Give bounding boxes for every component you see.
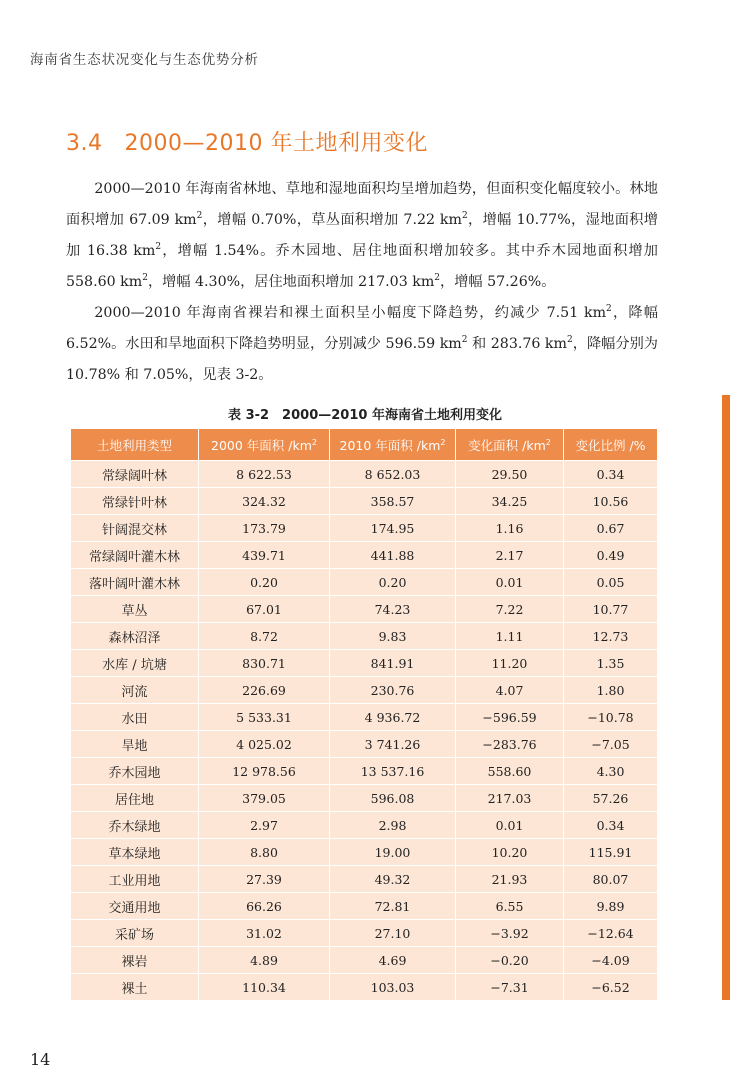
cell-value: 379.05 (199, 785, 330, 812)
cell-value: −3.92 (456, 920, 564, 947)
cell-value: 596.08 (330, 785, 456, 812)
table-row (71, 461, 658, 488)
section-heading: 2000—2010 年土地利用变化 (124, 131, 428, 156)
cell-value: 441.88 (330, 542, 456, 569)
table-row (71, 893, 658, 920)
table-row (71, 515, 658, 542)
table-header-row (71, 429, 658, 461)
cell-value: −283.76 (456, 731, 564, 758)
cell-land-type: 居住地 (71, 785, 199, 812)
table-row (71, 704, 658, 731)
cell-value: 57.26 (564, 785, 658, 812)
header-area-2010: 2010 年面积 $/km^2$ (330, 429, 456, 461)
cell-value: 0.01 (456, 812, 564, 839)
cell-value: 1.16 (456, 515, 564, 542)
cell-land-type: 河流 (71, 677, 199, 704)
cell-value: 439.71 (199, 542, 330, 569)
cell-value: 27.10 (330, 920, 456, 947)
header-area-change: 变化面积 $/km^2$ (456, 429, 564, 461)
cell-value: 67.01 (199, 596, 330, 623)
cell-value: 0.34 (564, 461, 658, 488)
cell-value: 72.81 (330, 893, 456, 920)
cell-value: 7.22 (456, 596, 564, 623)
cell-land-type: 常绿针叶林 (71, 488, 199, 515)
cell-value: 10.77 (564, 596, 658, 623)
cell-land-type: 旱地 (71, 731, 199, 758)
cell-value: 0.20 (199, 569, 330, 596)
cell-value: 226.69 (199, 677, 330, 704)
cell-value: 0.05 (564, 569, 658, 596)
table-row (71, 785, 658, 812)
table-row (71, 677, 658, 704)
cell-value: 11.20 (456, 650, 564, 677)
cell-value: 1.80 (564, 677, 658, 704)
cell-value: 4 025.02 (199, 731, 330, 758)
cell-land-type: 常绿阔叶灌木林 (71, 542, 199, 569)
table-row (71, 839, 658, 866)
cell-land-type: 采矿场 (71, 920, 199, 947)
table-row (71, 866, 658, 893)
cell-value: 324.32 (199, 488, 330, 515)
cell-value: −4.09 (564, 947, 658, 974)
table-row (71, 974, 658, 1001)
cell-value: 841.91 (330, 650, 456, 677)
cell-value: −12.64 (564, 920, 658, 947)
cell-value: 19.00 (330, 839, 456, 866)
cell-value: 2.98 (330, 812, 456, 839)
cell-value: 830.71 (199, 650, 330, 677)
table-row (71, 569, 658, 596)
cell-value: 10.56 (564, 488, 658, 515)
cell-value: 31.02 (199, 920, 330, 947)
paragraph-1: 2000—2010 年海南省林地、草地和湿地面积均呈增加趋势，但面积变化幅度较小。林地面积增加 67.09 $km^2$，增幅 0.70%，草丛面积增加 7.22 $km^2$，增幅 10.77%，湿地面积增加 16.38 $km^2$，增幅 1.54%。乔木园地、居住地面积增加较多。其中乔木园地面积增加 558.60 $km^2$，增幅 4.30%，居住地面积增加 217.03 $km^2$，增幅 57.26%。 (66, 181, 658, 290)
cell-value: 6.55 (456, 893, 564, 920)
header-change-ratio: 变化比例 /% (564, 429, 658, 461)
cell-land-type: 针阔混交林 (71, 515, 199, 542)
cell-value: 8.72 (199, 623, 330, 650)
cell-value: 4.89 (199, 947, 330, 974)
table-row (71, 542, 658, 569)
cell-value: 230.76 (330, 677, 456, 704)
cell-value: 49.32 (330, 866, 456, 893)
cell-land-type: 乔木绿地 (71, 812, 199, 839)
table-row (71, 596, 658, 623)
cell-value: 8 622.53 (199, 461, 330, 488)
cell-value: 2.17 (456, 542, 564, 569)
cell-value: 66.26 (199, 893, 330, 920)
section-title (66, 126, 428, 157)
cell-value: 4.07 (456, 677, 564, 704)
cell-value: −0.20 (456, 947, 564, 974)
cell-land-type: 落叶阔叶灌木林 (71, 569, 199, 596)
table-row (71, 488, 658, 515)
cell-land-type: 常绿阔叶林 (71, 461, 199, 488)
cell-value: 0.34 (564, 812, 658, 839)
table-row (71, 920, 658, 947)
cell-value: −596.59 (456, 704, 564, 731)
cell-value: 9.89 (564, 893, 658, 920)
cell-value: 9.83 (330, 623, 456, 650)
cell-land-type: 裸土 (71, 974, 199, 1001)
header-area-2000: 2000 年面积 $/km^2$ (199, 429, 330, 461)
cell-value: 80.07 (564, 866, 658, 893)
table-row (71, 623, 658, 650)
cell-land-type: 森林沼泽 (71, 623, 199, 650)
table-caption: 表 3-2 2000—2010 年海南省土地利用变化 (228, 408, 502, 423)
cell-value: 358.57 (330, 488, 456, 515)
cell-value: 4.69 (330, 947, 456, 974)
cell-value: 8 652.03 (330, 461, 456, 488)
cell-value: −7.05 (564, 731, 658, 758)
cell-value: 2.97 (199, 812, 330, 839)
cell-value: 0.67 (564, 515, 658, 542)
cell-value: 0.01 (456, 569, 564, 596)
cell-land-type: 水库 / 坑塘 (71, 650, 199, 677)
cell-land-type: 裸岩 (71, 947, 199, 974)
cell-value: 4.30 (564, 758, 658, 785)
header-land-type: 土地利用类型 (71, 429, 199, 461)
paragraph-2: 2000—2010 年海南省裸岩和裸土面积呈小幅度下降趋势，约减少 7.51 $km^2$，降幅 6.52%。水田和旱地面积下降趋势明显，分别减少 596.59 $km^2$ 和 283.76 $km^2$，降幅分别为 10.78% 和 7.05%，见表 3-2。 (66, 304, 658, 383)
cell-value: 10.20 (456, 839, 564, 866)
cell-value: 1.11 (456, 623, 564, 650)
cell-value: 8.80 (199, 839, 330, 866)
land-use-table (70, 428, 657, 1001)
cell-value: −6.52 (564, 974, 658, 1001)
table-row (71, 731, 658, 758)
cell-value: 3 741.26 (330, 731, 456, 758)
cell-value: 115.91 (564, 839, 658, 866)
cell-value: 0.49 (564, 542, 658, 569)
cell-value: 13 537.16 (330, 758, 456, 785)
cell-value: 5 533.31 (199, 704, 330, 731)
cell-value: −7.31 (456, 974, 564, 1001)
cell-value: −10.78 (564, 704, 658, 731)
cell-value: 1.35 (564, 650, 658, 677)
cell-land-type: 草丛 (71, 596, 199, 623)
cell-value: 103.03 (330, 974, 456, 1001)
accent-side-bar (722, 395, 730, 1000)
page-number: 14 (30, 1050, 51, 1069)
cell-value: 4 936.72 (330, 704, 456, 731)
cell-land-type: 草本绿地 (71, 839, 199, 866)
cell-land-type: 水田 (71, 704, 199, 731)
table-row (71, 650, 658, 677)
cell-land-type: 交通用地 (71, 893, 199, 920)
cell-value: 34.25 (456, 488, 564, 515)
cell-land-type: 工业用地 (71, 866, 199, 893)
cell-value: 29.50 (456, 461, 564, 488)
cell-land-type: 乔木园地 (71, 758, 199, 785)
cell-value: 27.39 (199, 866, 330, 893)
table-row (71, 758, 658, 785)
cell-value: 110.34 (199, 974, 330, 1001)
cell-value: 74.23 (330, 596, 456, 623)
cell-value: 21.93 (456, 866, 564, 893)
cell-value: 558.60 (456, 758, 564, 785)
table-row (71, 947, 658, 974)
cell-value: 0.20 (330, 569, 456, 596)
cell-value: 12.73 (564, 623, 658, 650)
table-row (71, 812, 658, 839)
cell-value: 217.03 (456, 785, 564, 812)
section-number: 3.4 (66, 131, 103, 156)
cell-value: 173.79 (199, 515, 330, 542)
cell-value: 12 978.56 (199, 758, 330, 785)
cell-value: 174.95 (330, 515, 456, 542)
running-header: 海南省生态状况变化与生态优势分析 (30, 52, 259, 68)
